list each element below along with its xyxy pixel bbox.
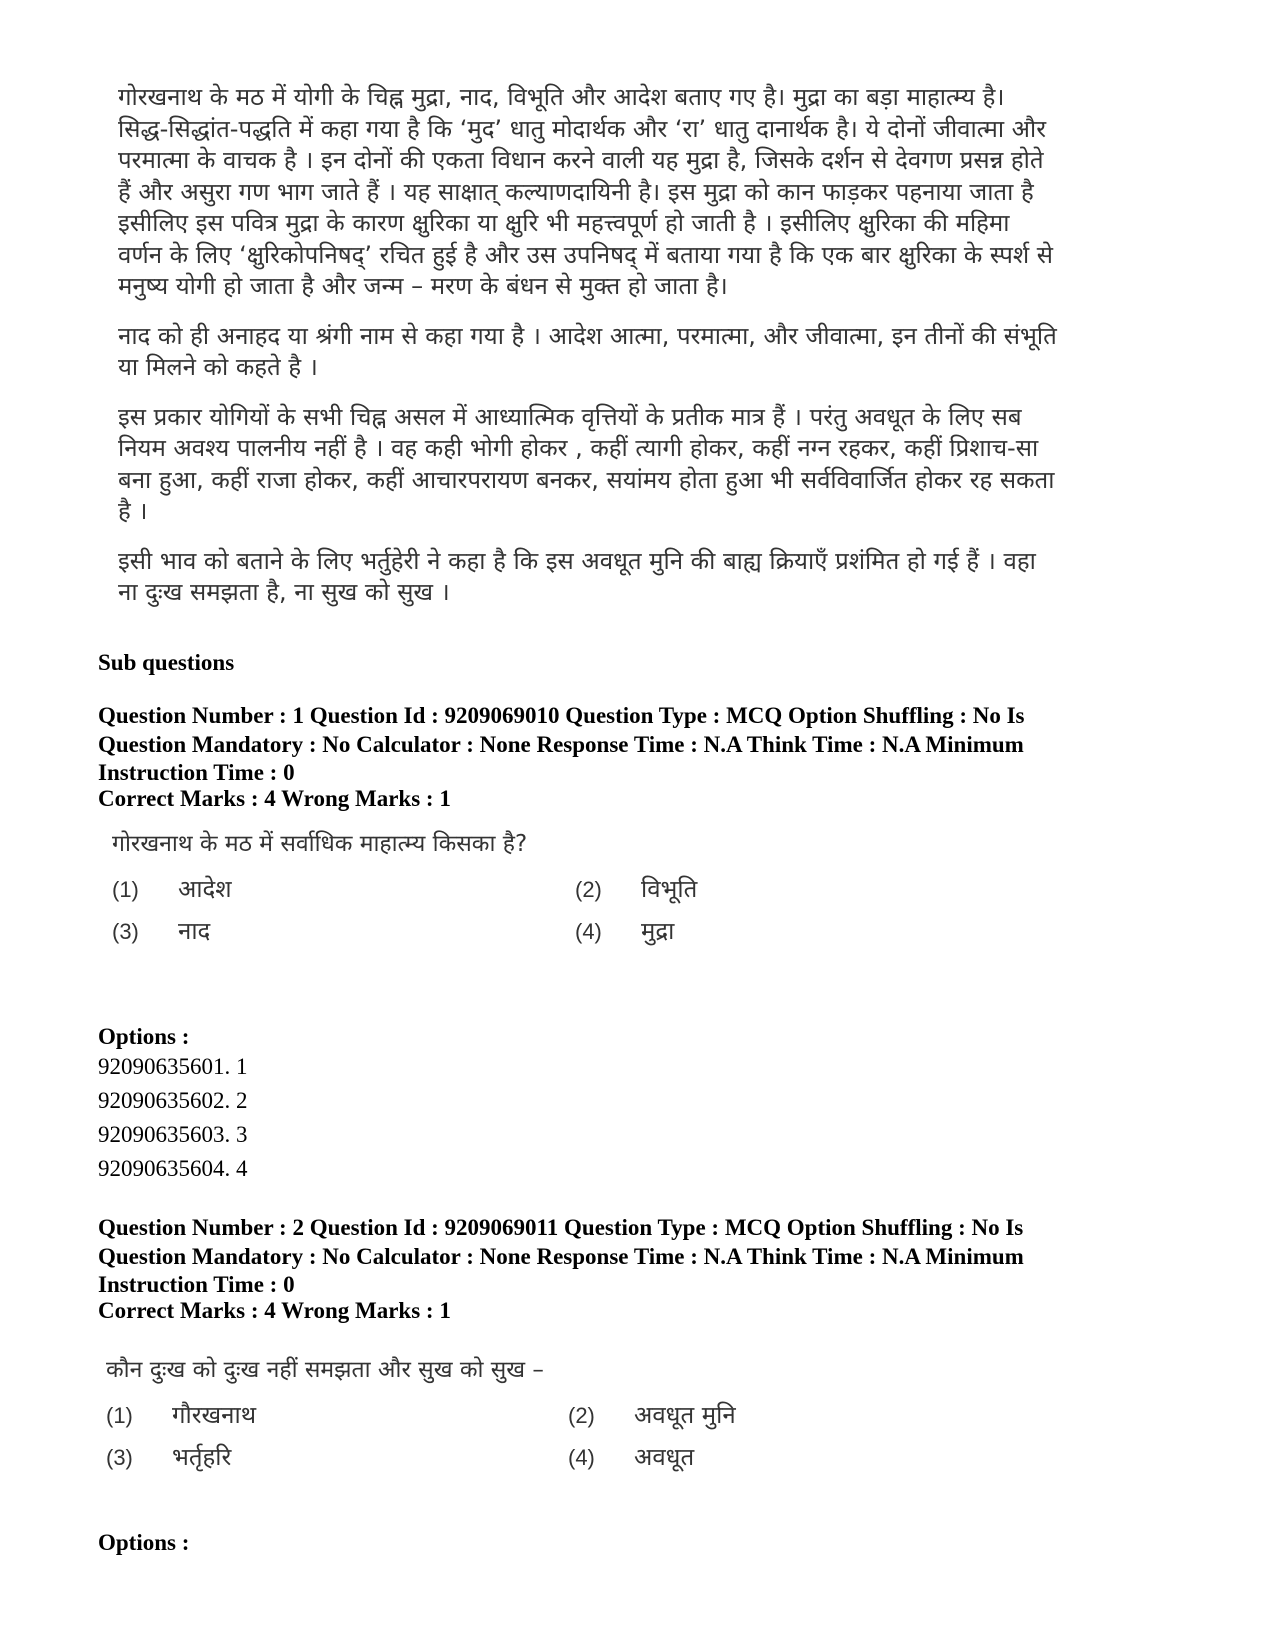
choice-number: (1): [112, 877, 139, 902]
choice-text: अवधूत मुनि: [634, 1401, 736, 1429]
choice-text: नाद: [178, 917, 211, 945]
question-2-meta: Question Number : 2 Question Id : 9209069011 Question Type : MCQ Option Shuffling : No Is Question Mandatory : No Calculator : None Response Time : N.A Think Time : N.A Minimum Instruction Time : 0: [98, 1215, 1024, 1297]
question-2-choice-1: [106, 1398, 256, 1431]
question-1-choice-3: [112, 914, 210, 947]
choice-number: (4): [575, 919, 602, 944]
choice-text: अवधूत: [634, 1443, 695, 1471]
option-item: 92090635601. 1: [98, 1054, 248, 1079]
question-1-text: गोरखनाथ के मठ में सर्वाधिक माहात्म्य किसका है?: [112, 831, 528, 857]
choice-number: (1): [106, 1403, 133, 1428]
question-1-options-heading: Options :: [98, 1024, 190, 1049]
passage-paragraph: इसी भाव को बताने के लिए भर्तुहेरी ने कहा है कि इस अवधूत मुनि की बाह्य क्रियाएँ प्रशंमित हो गई हैं । वहा ना दुःख समझता है, ना सुख को सुख ।: [118, 546, 1036, 606]
question-1-choice-4: [575, 914, 674, 947]
passage-paragraph: गोरखनाथ के मठ में योगी के चिह्न मुद्रा, नाद, विभूति और आदेश बताए गए है। मुद्रा का बड़ा माहात्म्य है। सिद्ध-सिद्धांत-पद्धति में कहा गया है कि ‘मुद’ धातु मोदार्थक और ‘रा’ धातु दानार्थक है। ये दोनों जीवात्मा और परमात्मा के वाचक है । इन दोनों की एकता विधान करने वाली यह मुद्रा है, जिसके दर्शन से देवगण प्रसन्न होते हैं और असुरा गण भाग जाते हैं । यह साक्षात् कल्याणदायिनी है। इस मुद्रा को कान फाड़कर पहनाया जाता है इसीलिए इस पवित्र मुद्रा के कारण क्षुरिका या क्षुरि भी महत्त्वपूर्ण हो जाती है । इसीलिए क्षुरिका की महिमा वर्णन के लिए ‘क्षुरिकोपनिषद्’ रचित हुई है और उस उपनिषद् में बताया गया है कि एक बार क्षुरिका के स्पर्श से मनुष्य योगी हो जाता है और जन्म – मरण के बंधन से मुक्त हो जाता है।: [118, 83, 1054, 300]
question-1-options-list: [98, 1050, 248, 1186]
choice-text: आदेश: [178, 875, 232, 903]
option-item: 92090635603. 3: [98, 1122, 248, 1147]
question-1-choice-2: [575, 872, 697, 905]
choice-number: (2): [568, 1403, 595, 1428]
choice-text: भर्तृहरि: [172, 1443, 232, 1471]
sub-questions-heading: Sub questions: [98, 650, 235, 675]
question-2-text: कौन दुःख को दुःख नहीं समझता और सुख को सुख –: [106, 1357, 544, 1383]
passage: [118, 82, 1058, 627]
question-2-choice-2: [568, 1398, 736, 1431]
passage-paragraph: इस प्रकार योगियों के सभी चिह्न असल में आध्यात्मिक वृत्तियों के प्रतीक मात्र हैं । परंतु अवधूत के लिए सब नियम अवश्य पालनीय नहीं है । वह कही भोगी होकर , कहीं त्यागी होकर, कहीं नग्न रहकर, कहीं प्रिशाच-सा बना हुआ, कहीं राजा होकर, कहीं आचारपरायण बनकर, सयांमय होता हुआ भी सर्वविवार्जित होकर रह सकता है ।: [118, 402, 1055, 525]
choice-number: (3): [112, 919, 139, 944]
question-1-choice-1: [112, 872, 232, 905]
passage-paragraph: नाद को ही अनाहद या श्रंगी नाम से कहा गया है । आदेश आत्मा, परमात्मा, और जीवात्मा, इन तीनों की संभूति या मिलने को कहते है ।: [118, 321, 1057, 381]
choice-text: मुद्रा: [641, 917, 675, 945]
question-2-options-heading: Options :: [98, 1530, 190, 1555]
option-item: 92090635604. 4: [98, 1156, 248, 1181]
choice-text: गौरखनाथ: [172, 1401, 257, 1429]
question-1-marks: Correct Marks : 4 Wrong Marks : 1: [98, 786, 451, 811]
choice-number: (3): [106, 1445, 133, 1470]
question-2-marks: Correct Marks : 4 Wrong Marks : 1: [98, 1298, 451, 1323]
choice-number: (4): [568, 1445, 595, 1470]
option-item: 92090635602. 2: [98, 1088, 248, 1113]
choice-text: विभूति: [641, 875, 698, 903]
question-2-choice-3: [106, 1440, 231, 1473]
choice-number: (2): [575, 877, 602, 902]
question-2-choice-4: [568, 1440, 694, 1473]
question-1-meta: Question Number : 1 Question Id : 9209069010 Question Type : MCQ Option Shuffling : No Is Question Mandatory : No Calculator : None Response Time : N.A Think Time : N.A Minimum Instruction Time : 0: [98, 703, 1025, 785]
